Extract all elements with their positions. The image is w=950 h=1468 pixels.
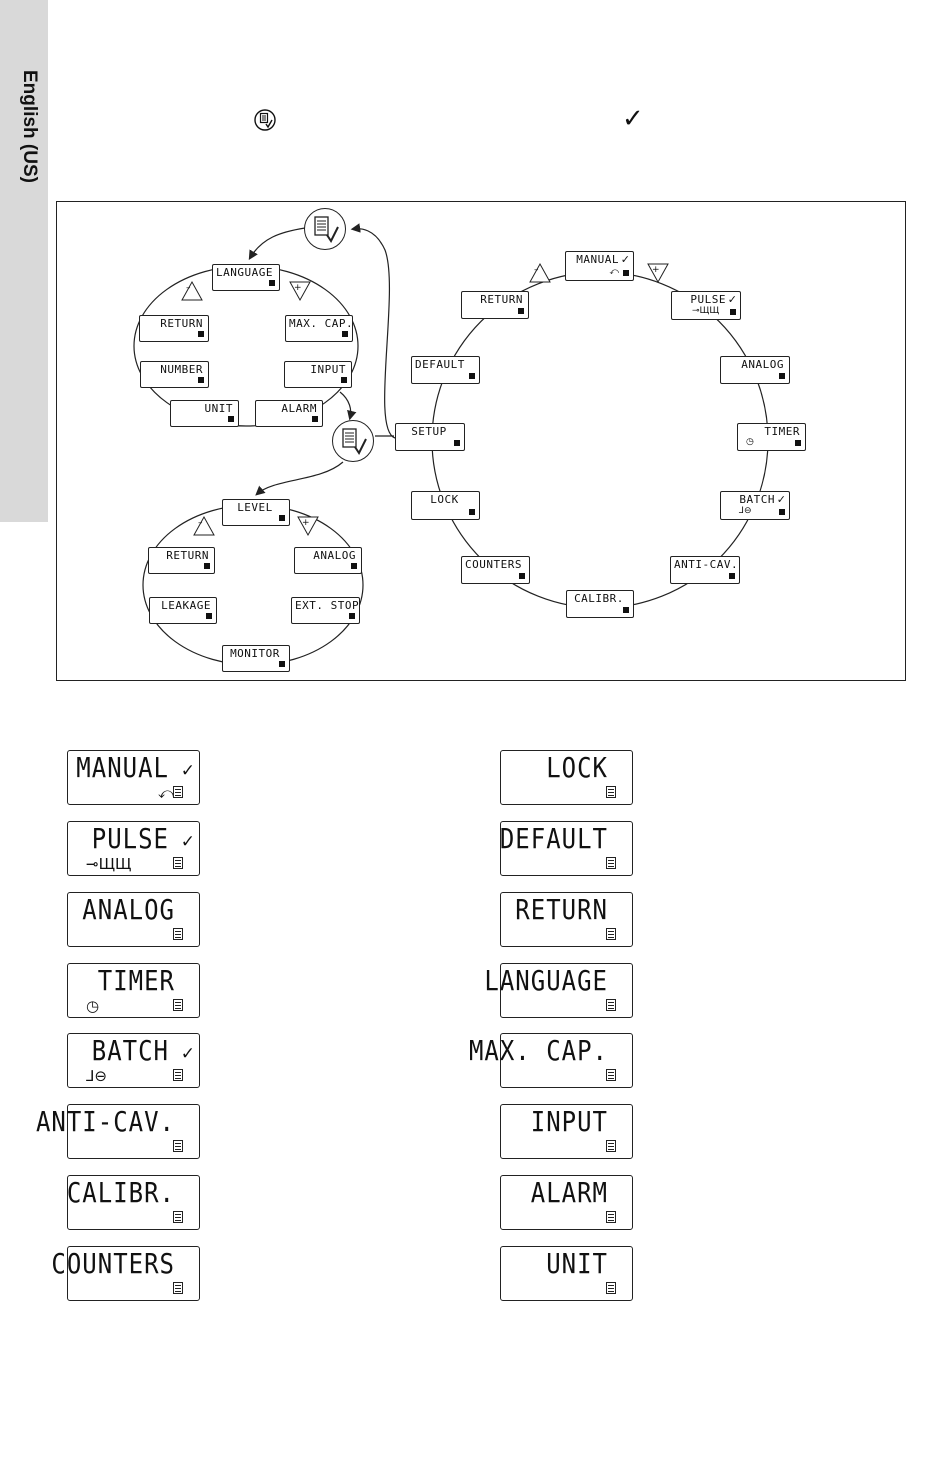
setup-max-cap-box: MAX. CAP. <box>285 315 353 342</box>
setup-return-box: RETURN <box>139 315 209 342</box>
menu-indicator-icon <box>606 928 616 940</box>
main-analog-box: ANALOG <box>720 356 790 384</box>
lcd-display-text: TIMER <box>97 964 175 998</box>
lcd-status-icon: ⅃⊖ <box>86 1067 107 1085</box>
menu-button-icon <box>304 208 346 250</box>
lcd-display-left-4 <box>67 1033 200 1088</box>
monitor-leakage-box: LEAKAGE <box>149 597 217 624</box>
lcd-display-text: LANGUAGE <box>484 964 608 998</box>
main-counters-box: COUNTERS <box>461 556 530 584</box>
lcd-display-text: RETURN <box>515 893 608 927</box>
lcd-display-text: ANALOG <box>82 893 175 927</box>
main-setup-box: SETUP <box>395 423 465 451</box>
menu-indicator-icon <box>173 1282 183 1294</box>
menu-indicator-icon <box>606 857 616 869</box>
lcd-display-text: CALIBR. <box>66 1176 175 1210</box>
menu-indicator-icon <box>173 786 183 798</box>
timer-clock-icon: ◷ <box>746 437 754 447</box>
check-icon: ✓ <box>180 1044 195 1064</box>
main-manual-box: MANUAL ✓ ⤺ <box>565 251 634 281</box>
batch-icon: ⅃⊖ <box>739 506 752 516</box>
main-anti-cav-box: ANTI-CAV. <box>670 556 740 584</box>
lcd-display-text: PULSE <box>91 822 169 856</box>
main-lock-box: LOCK <box>411 491 480 520</box>
setup-number-box: NUMBER <box>140 361 209 388</box>
lcd-display-left-2 <box>67 892 200 947</box>
menu-indicator-icon <box>173 1211 183 1223</box>
lcd-display-right-1 <box>500 821 633 876</box>
menu-indicator-icon <box>173 857 183 869</box>
lcd-display-right-0 <box>500 750 633 805</box>
lcd-display-text: MANUAL <box>76 751 169 785</box>
menu-indicator-icon <box>606 1069 616 1081</box>
menu-indicator-icon <box>173 1069 183 1081</box>
check-icon: ✓ <box>180 761 195 781</box>
lcd-display-left-0 <box>67 750 200 805</box>
monitor-ext-stop-box: EXT. STOP <box>291 597 360 624</box>
lcd-display-right-2 <box>500 892 633 947</box>
lcd-display-text: DEFAULT <box>499 822 608 856</box>
main-calibr-box: CALIBR. <box>566 590 634 618</box>
setup-alarm-box: ALARM <box>255 400 323 427</box>
main-timer-box: TIMER ◷ <box>737 423 806 451</box>
menu-indicator-icon <box>173 928 183 940</box>
monitor-level-box: LEVEL <box>222 499 290 526</box>
minus-direction-icon: – <box>192 515 216 537</box>
lcd-display-text: MAX. CAP. <box>468 1034 608 1068</box>
monitor-return-box: RETURN <box>148 547 215 574</box>
lcd-display-right-7 <box>500 1246 633 1301</box>
minus-direction-icon: – <box>528 262 552 284</box>
menu-indicator-icon <box>173 1140 183 1152</box>
lcd-display-left-3 <box>67 963 200 1018</box>
lcd-display-right-4 <box>468 1033 633 1088</box>
setup-input-box: INPUT <box>284 361 352 388</box>
monitor-monitor-box: MONITOR <box>222 645 290 672</box>
lcd-display-right-3 <box>484 963 633 1018</box>
lcd-display-right-5 <box>500 1104 633 1159</box>
lcd-display-text: ANTI-CAV. <box>35 1105 175 1139</box>
lcd-display-right-6 <box>500 1175 633 1230</box>
manual-hand-icon: ⤺ <box>609 267 619 277</box>
main-return-box: RETURN <box>461 291 529 319</box>
main-default-box: DEFAULT <box>411 356 480 384</box>
menu-indicator-icon <box>606 1282 616 1294</box>
menu-button-icon <box>332 420 374 462</box>
plus-direction-icon: + <box>288 280 312 302</box>
check-icon: ✓ <box>180 832 195 852</box>
main-pulse-box: PULSE ✓ ⊸ЩЩ <box>671 291 741 320</box>
lcd-display-left-1 <box>67 821 200 876</box>
lcd-status-icon: ⊸ЩЩ <box>86 855 132 873</box>
lcd-display-left-7 <box>51 1246 200 1301</box>
main-batch-box: BATCH ✓ ⅃⊖ <box>720 491 790 520</box>
setup-unit-box: UNIT <box>170 400 239 427</box>
pulse-icon: ⊸ЩЩ <box>692 306 720 316</box>
lcd-status-icon: ◷ <box>86 997 100 1015</box>
menu-indicator-icon <box>606 786 616 798</box>
language-side-tab-label: English (US) <box>19 70 40 183</box>
lcd-display-text: BATCH <box>91 1034 169 1068</box>
lcd-display-text: UNIT <box>546 1247 608 1281</box>
setup-language-box: LANGUAGE <box>212 264 280 291</box>
lcd-status-icon: ⤺ <box>158 784 175 802</box>
menu-indicator-icon <box>606 999 616 1011</box>
monitor-analog-box: ANALOG <box>294 547 362 574</box>
lcd-display-text: LOCK <box>546 751 608 785</box>
plus-direction-icon: + <box>646 262 670 284</box>
lcd-display-text: COUNTERS <box>51 1247 175 1281</box>
lcd-display-left-6 <box>67 1175 200 1230</box>
menu-indicator-icon <box>606 1211 616 1223</box>
check-icon: ✓ <box>622 104 644 134</box>
lcd-display-text: ALARM <box>530 1176 608 1210</box>
plus-direction-icon: + <box>296 515 320 537</box>
lcd-display-text: INPUT <box>530 1105 608 1139</box>
minus-direction-icon: – <box>180 280 204 302</box>
lcd-display-left-5 <box>35 1104 200 1159</box>
menu-indicator-icon <box>606 1140 616 1152</box>
menu-indicator-icon <box>173 999 183 1011</box>
